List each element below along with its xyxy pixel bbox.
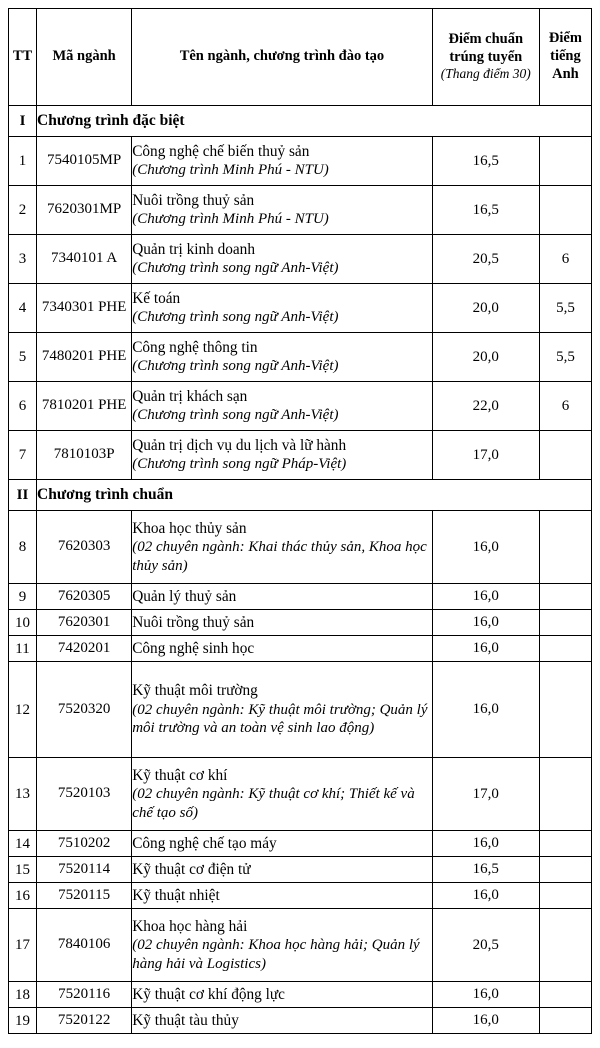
- table-row: [9, 758, 592, 831]
- major-name-text: Kỹ thuật môi trường: [132, 682, 258, 700]
- column-header-major-name: Tên ngành, chương trình đào tạo: [132, 9, 433, 106]
- cell-order-number: 19: [9, 1008, 37, 1034]
- major-name-subtext: (Chương trình song ngữ Anh-Việt): [132, 309, 339, 326]
- cell-order-number: 6: [9, 382, 37, 431]
- major-name-text: Kỹ thuật nhiệt: [132, 886, 220, 904]
- table-row: [9, 982, 592, 1008]
- cell-order-number: 13: [9, 758, 37, 831]
- cell-benchmark-score: 20,5: [432, 909, 539, 982]
- cell-benchmark-score: 16,0: [432, 610, 539, 636]
- major-name-subtext: (Chương trình song ngữ Anh-Việt): [132, 260, 339, 277]
- cell-major-name: [132, 382, 433, 431]
- table-row: [9, 431, 592, 480]
- cell-english-score: [539, 584, 591, 610]
- cell-major-code: 7620305: [37, 584, 132, 610]
- table-row: [9, 584, 592, 610]
- cell-english-score: [539, 137, 591, 186]
- cell-english-score: 6: [539, 382, 591, 431]
- cell-benchmark-score: 22,0: [432, 382, 539, 431]
- cell-major-code: 7520116: [37, 982, 132, 1008]
- major-name-text: Nuôi trồng thuỷ sản: [132, 613, 255, 631]
- cell-english-score: 5,5: [539, 284, 591, 333]
- cell-major-name: [132, 584, 433, 610]
- cell-order-number: 17: [9, 909, 37, 982]
- cell-order-number: 5: [9, 333, 37, 382]
- cell-major-code: 7340301 PHE: [37, 284, 132, 333]
- major-name-subtext: (02 chuyên ngành: Kỹ thuật cơ khí; Thiết kế và chế tạo số): [132, 786, 415, 821]
- cell-benchmark-score: 16,0: [432, 883, 539, 909]
- major-name-text: Kỹ thuật cơ khí: [132, 766, 228, 784]
- major-name-subtext: (02 chuyên ngành: Kỹ thuật môi trường; Quản lý môi trường và an toàn vệ sinh lao động): [132, 701, 428, 737]
- cell-major-name: [132, 636, 433, 662]
- column-header-tt: TT: [9, 9, 37, 106]
- table-row: [9, 284, 592, 333]
- cell-benchmark-score: 20,0: [432, 333, 539, 382]
- cell-benchmark-score: 16,0: [432, 511, 539, 584]
- cell-order-number: 8: [9, 511, 37, 584]
- major-name-subtext: (Chương trình song ngữ Pháp-Việt): [132, 456, 347, 473]
- cell-major-name: [132, 857, 433, 883]
- cell-order-number: 10: [9, 610, 37, 636]
- cell-major-name: [132, 662, 433, 758]
- cell-major-code: 7620301MP: [37, 186, 132, 235]
- cell-english-score: [539, 909, 591, 982]
- cell-order-number: 7: [9, 431, 37, 480]
- major-name-subtext: (Chương trình Minh Phú - NTU): [132, 162, 329, 179]
- column-header-major-code: Mã ngành: [37, 9, 132, 106]
- cell-major-code: 7620303: [37, 511, 132, 584]
- cell-major-code: 7520114: [37, 857, 132, 883]
- table-row: [9, 831, 592, 857]
- cell-major-name: [132, 235, 433, 284]
- cell-english-score: [539, 511, 591, 584]
- cell-major-code: 7810201 PHE: [37, 382, 132, 431]
- cell-major-code: 7520122: [37, 1008, 132, 1034]
- cell-english-score: [539, 186, 591, 235]
- cell-major-code: 7520103: [37, 758, 132, 831]
- cell-order-number: 1: [9, 137, 37, 186]
- cell-benchmark-score: 17,0: [432, 758, 539, 831]
- cell-english-score: [539, 883, 591, 909]
- cell-order-number: 15: [9, 857, 37, 883]
- major-name-subtext: (02 chuyên ngành: Khoa học hàng hải; Quản lý hàng hải và Logistics): [132, 937, 420, 972]
- cell-major-code: 7480201 PHE: [37, 333, 132, 382]
- major-name-subtext: (Chương trình song ngữ Anh-Việt): [132, 407, 339, 424]
- cell-order-number: 4: [9, 284, 37, 333]
- cell-major-name: [132, 610, 433, 636]
- column-header-benchmark-score: [432, 9, 539, 106]
- table-body: [9, 106, 592, 1034]
- cell-english-score: [539, 636, 591, 662]
- cell-major-code: 7510202: [37, 831, 132, 857]
- table-row: [9, 610, 592, 636]
- section-header-row: [9, 480, 592, 511]
- cell-order-number: 2: [9, 186, 37, 235]
- section-header-row: [9, 106, 592, 137]
- cell-order-number: 11: [9, 636, 37, 662]
- major-name-text: Quản trị dịch vụ du lịch và lữ hành: [132, 437, 347, 455]
- table-row: [9, 1008, 592, 1034]
- cell-order-number: 16: [9, 883, 37, 909]
- cell-order-number: 3: [9, 235, 37, 284]
- table-row: [9, 235, 592, 284]
- table-row: [9, 137, 592, 186]
- cell-english-score: [539, 1008, 591, 1034]
- cell-benchmark-score: 16,5: [432, 857, 539, 883]
- table-row: [9, 883, 592, 909]
- cell-order-number: 14: [9, 831, 37, 857]
- cell-major-code: 7810103P: [37, 431, 132, 480]
- table-row: [9, 382, 592, 431]
- column-header-benchmark-score-main: Điểm chuẩn trúng tuyển: [448, 30, 524, 65]
- cell-benchmark-score: 17,0: [432, 431, 539, 480]
- table-row: [9, 909, 592, 982]
- cell-order-number: 18: [9, 982, 37, 1008]
- section-title: Chương trình chuẩn: [37, 480, 592, 511]
- cell-english-score: 5,5: [539, 333, 591, 382]
- cell-major-name: [132, 1008, 433, 1034]
- major-name-subtext: (Chương trình song ngữ Anh-Việt): [132, 358, 339, 375]
- column-header-english-score: Điểm tiếng Anh: [539, 9, 591, 106]
- cell-major-name: [132, 186, 433, 235]
- section-numeral: I: [9, 106, 37, 137]
- table-row: [9, 857, 592, 883]
- section-title: Chương trình đặc biệt: [37, 106, 592, 137]
- major-name-text: Nuôi trồng thuỷ sản: [132, 192, 255, 210]
- cell-english-score: [539, 857, 591, 883]
- header-row: [9, 9, 592, 106]
- major-name-text: Kỹ thuật tàu thủy: [132, 1011, 239, 1029]
- cell-benchmark-score: 16,0: [432, 982, 539, 1008]
- cell-major-code: 7520320: [37, 662, 132, 758]
- cell-major-code: 7540105MP: [37, 137, 132, 186]
- cell-english-score: [539, 831, 591, 857]
- cell-major-name: [132, 137, 433, 186]
- major-name-text: Kế toán: [132, 290, 181, 308]
- cell-benchmark-score: 16,5: [432, 186, 539, 235]
- major-name-subtext: (Chương trình Minh Phú - NTU): [132, 211, 329, 228]
- cell-english-score: [539, 431, 591, 480]
- cell-major-code: 7840106: [37, 909, 132, 982]
- admission-scores-table: [8, 8, 592, 1034]
- cell-major-name: [132, 982, 433, 1008]
- cell-major-code: 7340101 A: [37, 235, 132, 284]
- cell-benchmark-score: 16,0: [432, 636, 539, 662]
- cell-benchmark-score: 16,0: [432, 1008, 539, 1034]
- major-name-text: Công nghệ chế biến thuỷ sản: [132, 143, 310, 161]
- cell-benchmark-score: 16,5: [432, 137, 539, 186]
- cell-major-name: [132, 333, 433, 382]
- cell-english-score: [539, 982, 591, 1008]
- cell-major-name: [132, 883, 433, 909]
- column-header-benchmark-score-note: (Thang điểm 30): [440, 66, 531, 82]
- cell-english-score: [539, 610, 591, 636]
- cell-major-code: 7620301: [37, 610, 132, 636]
- major-name-text: Công nghệ sinh học: [132, 639, 255, 657]
- cell-order-number: 9: [9, 584, 37, 610]
- cell-benchmark-score: 20,5: [432, 235, 539, 284]
- cell-benchmark-score: 16,0: [432, 662, 539, 758]
- cell-major-name: [132, 758, 433, 831]
- cell-major-name: [132, 511, 433, 584]
- cell-english-score: [539, 662, 591, 758]
- major-name-text: Quản trị kinh doanh: [132, 241, 255, 259]
- major-name-text: Quản lý thuỷ sản: [132, 587, 237, 605]
- cell-major-name: [132, 284, 433, 333]
- major-name-text: Kỹ thuật cơ khí động lực: [132, 985, 285, 1003]
- cell-english-score: [539, 758, 591, 831]
- cell-major-name: [132, 831, 433, 857]
- table-row: [9, 636, 592, 662]
- table-row: [9, 186, 592, 235]
- cell-benchmark-score: 20,0: [432, 284, 539, 333]
- major-name-text: Khoa học thủy sản: [132, 519, 247, 537]
- major-name-text: Công nghệ thông tin: [132, 339, 258, 357]
- major-name-text: Kỹ thuật cơ điện tử: [132, 860, 251, 878]
- cell-order-number: 12: [9, 662, 37, 758]
- table-row: [9, 511, 592, 584]
- table-row: [9, 333, 592, 382]
- major-name-text: Khoa học hàng hải: [132, 917, 248, 935]
- table-header: [9, 9, 592, 106]
- section-numeral: II: [9, 480, 37, 511]
- cell-major-code: 7420201: [37, 636, 132, 662]
- cell-major-name: [132, 909, 433, 982]
- major-name-text: Công nghệ chế tạo máy: [132, 834, 277, 852]
- major-name-text: Quản trị khách sạn: [132, 388, 248, 406]
- cell-major-name: [132, 431, 433, 480]
- cell-major-code: 7520115: [37, 883, 132, 909]
- major-name-subtext: (02 chuyên ngành: Khai thác thủy sản, Khoa học thủy sản): [132, 539, 427, 574]
- cell-english-score: 6: [539, 235, 591, 284]
- cell-benchmark-score: 16,0: [432, 831, 539, 857]
- cell-benchmark-score: 16,0: [432, 584, 539, 610]
- table-row: [9, 662, 592, 758]
